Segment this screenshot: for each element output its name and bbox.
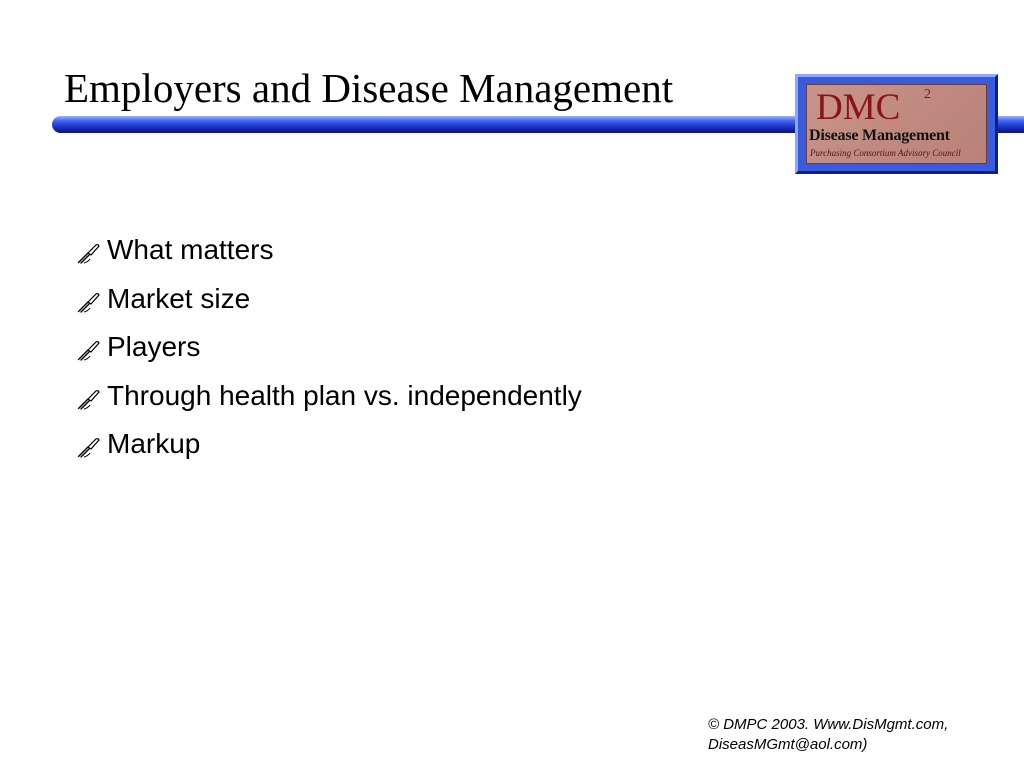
bullet-label: Market size: [107, 282, 251, 314]
bullet-label: Players: [107, 331, 201, 363]
slide-title: Employers and Disease Management: [64, 65, 674, 111]
dmc-logo: [795, 74, 998, 174]
copyright-footer: [708, 715, 948, 755]
logo-tagline: Purchasing Consortium Advisory Council: [810, 148, 961, 158]
writing-hand-icon: [76, 338, 102, 362]
bullet-item: [76, 226, 582, 275]
bullet-label: Markup: [107, 428, 201, 460]
writing-hand-icon: [76, 241, 102, 265]
bullet-label: What matters: [107, 234, 274, 266]
bullet-item: [76, 420, 582, 469]
bullet-item: [76, 323, 582, 372]
logo-superscript: 2: [924, 87, 931, 102]
footer-line-2: DiseasMGmt@aol.com): [708, 736, 868, 753]
bullet-item: [76, 275, 582, 324]
bullet-item: [76, 372, 582, 421]
writing-hand-icon: [76, 290, 102, 314]
footer-line-1: © DMPC 2003. Www.DisMgmt.com,: [708, 716, 949, 733]
logo-name: DMC: [816, 87, 901, 128]
logo-plate: [806, 84, 987, 164]
bullet-label: Through health plan vs. independently: [107, 379, 582, 411]
writing-hand-icon: [76, 387, 102, 411]
writing-hand-icon: [76, 435, 102, 459]
logo-subtitle: Disease Management: [809, 127, 950, 144]
bullet-list: [76, 226, 582, 469]
